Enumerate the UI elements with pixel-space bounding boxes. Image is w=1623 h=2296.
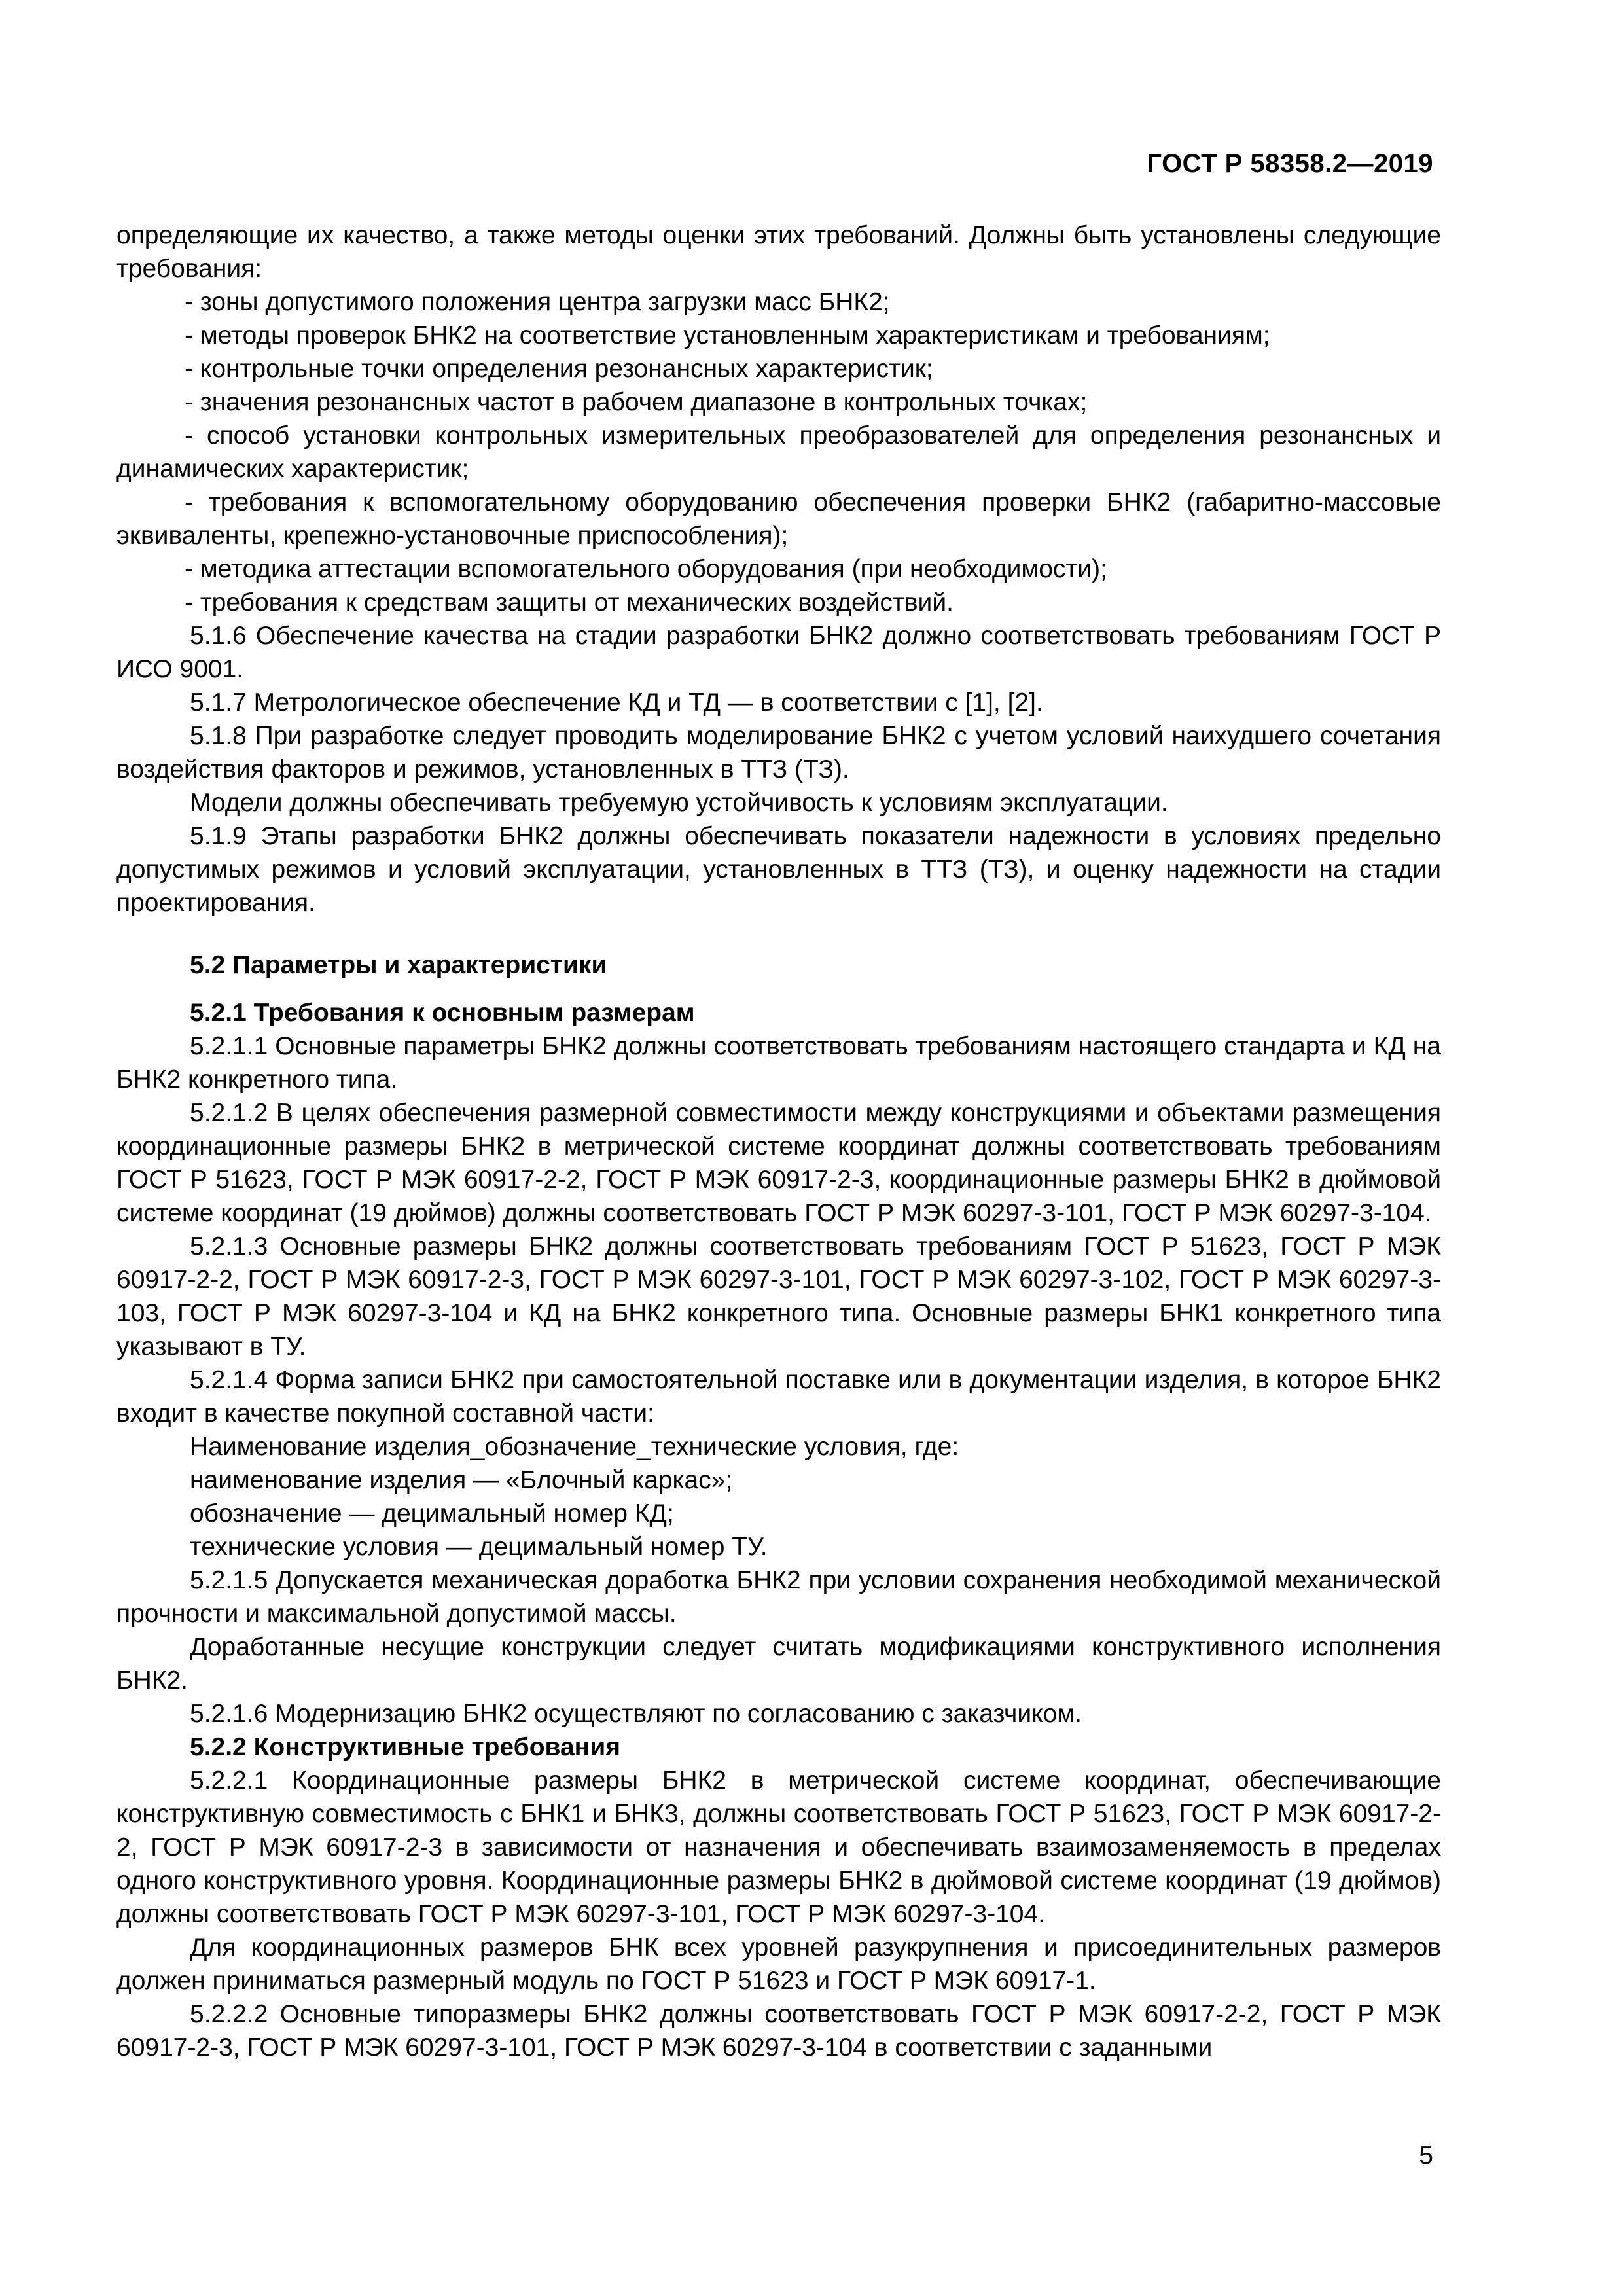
body-paragraph: Наименование изделия_обозначение_технические условия, где: xyxy=(190,1433,959,1461)
body-paragraph: наименование изделия — «Блочный каркас»; xyxy=(190,1466,733,1494)
body-paragraph: Модели должны обеспечивать требуемую устойчивость к условиям эксплуатации. xyxy=(190,789,1168,817)
body-paragraph: 5.1.9 Этапы разработки БНК2 должны обеспечивать показатели надежности в условиях предельно допустимых режимов и условий эксплуатации, установленных в ТТЗ (ТЗ), и оценку надежности на стадии проектирования. xyxy=(116,822,1441,917)
body-paragraph: 5.2.1.2 В целях обеспечения размерной совместимости между конструкциями и объектами размещения координационные размеры БНК2 в метрической системе координат должны соответствовать требованиям ГОСТ Р 51623, ГОСТ Р МЭК 60917-2-2, ГОСТ Р МЭК 60917-2-3, координационные размеры БНК2 в дюймовой системе координат (19 дюймов) должны соответствовать ГОСТ Р МЭК 60297-3-101, ГОСТ Р МЭК 60297-3-104. xyxy=(116,1099,1441,1227)
body-paragraph: 5.2.1.3 Основные размеры БНК2 должны соответствовать требованиям ГОСТ Р 51623, ГОСТ Р МЭК 60917-2-2, ГОСТ Р МЭК 60917-2-3, ГОСТ Р МЭК 60297-3-101, ГОСТ Р МЭК 60297-3-102, ГОСТ Р МЭК 60297-3-103, ГОСТ Р МЭК 60297-3-104 и КД на БНК2 конкретного типа. Основные размеры БНК1 конкретного типа указывают в ТУ. xyxy=(116,1232,1441,1361)
list-item: - требования к средствам защиты от механических воздействий. xyxy=(185,588,954,617)
list-item: - значения резонансных частот в рабочем диапазоне в контрольных точках; xyxy=(185,388,1088,416)
body-paragraph: 5.2.1.4 Форма записи БНК2 при самостоятельной поставке или в документации изделия, в которое БНК2 входит в качестве покупной составной части: xyxy=(116,1366,1441,1427)
list-item: - методы проверок БНК2 на соответствие установленным характеристикам и требованиям; xyxy=(185,321,1270,350)
body-paragraph: 5.1.7 Метрологическое обеспечение КД и ТД — в соответствии с [1], [2]. xyxy=(190,689,1043,717)
body-paragraph: определяющие их качество, а также методы оценки этих требований. Должны быть установлены следующие требования: xyxy=(116,221,1441,283)
body-paragraph: 5.2.1.1 Основные параметры БНК2 должны соответствовать требованиям настоящего стандарта и КД на БНК2 конкретного типа. xyxy=(116,1032,1441,1094)
body-paragraph: обозначение — децимальный номер КД; xyxy=(190,1499,674,1528)
body-paragraph: 5.2.2.1 Координационные размеры БНК2 в метрической системе координат, обеспечивающие конструктивную совместимость с БНК1 и БНК3, должны соответствовать ГОСТ Р 51623, ГОСТ Р МЭК 60917-2-2, ГОСТ Р МЭК 60917-2-3 в зависимости от назначения и обеспечивать взаимозаменяемость в пределах одного конструктивного уровня. Координационные размеры БНК2 в дюймовой системе координат (19 дюймов) должны соответствовать ГОСТ Р МЭК 60297-3-101, ГОСТ Р МЭК 60297-3-104. xyxy=(116,1767,1441,1928)
body-paragraph: технические условия — децимальный номер ТУ. xyxy=(190,1533,768,1561)
page-number: 5 xyxy=(1419,2142,1433,2170)
body-paragraph: Для координационных размеров БНК всех уровней разукрупнения и присоединительных размеров должен приниматься размерный модуль по ГОСТ Р 51623 и ГОСТ Р МЭК 60917-1. xyxy=(116,1933,1441,1995)
document-header-id: ГОСТ Р 58358.2—2019 xyxy=(1147,149,1433,178)
document-body xyxy=(116,219,1441,2064)
list-item: - контрольные точки определения резонансных характеристик; xyxy=(185,355,933,383)
body-paragraph: 5.1.6 Обеспечение качества на стадии разработки БНК2 должно соответствовать требованиям ГОСТ Р ИСО 9001. xyxy=(116,622,1441,683)
body-paragraph: 5.2.1.5 Допускается механическая доработка БНК2 при условии сохранения необходимой механической прочности и максимальной допустимой массы. xyxy=(116,1566,1441,1628)
subsection-heading: 5.2.2 Конструктивные требования xyxy=(190,1733,620,1761)
body-paragraph: 5.1.8 При разработке следует проводить моделирование БНК2 с учетом условий наихудшего сочетания воздействия факторов и режимов, установленных в ТТЗ (ТЗ). xyxy=(116,722,1441,783)
subsection-heading: 5.2.1 Требования к основным размерам xyxy=(190,999,695,1027)
list-item: - зоны допустимого положения центра загрузки масс БНК2; xyxy=(185,288,890,316)
list-item: - способ установки контрольных измерительных преобразователей для определения резонансных и динамических характеристик; xyxy=(116,422,1441,483)
body-paragraph: Доработанные несущие конструкции следует считать модификациями конструктивного исполнения БНК2. xyxy=(116,1633,1441,1695)
body-paragraph: 5.2.1.6 Модернизацию БНК2 осуществляют по согласованию с заказчиком. xyxy=(190,1700,1082,1728)
list-item: - требования к вспомогательному оборудованию обеспечения проверки БНК2 (габаритно-массовые эквиваленты, крепежно-установочные приспособления); xyxy=(116,488,1441,550)
list-item: - методика аттестации вспомогательного оборудования (при необходимости); xyxy=(185,555,1107,583)
body-paragraph: 5.2.2.2 Основные типоразмеры БНК2 должны соответствовать ГОСТ Р МЭК 60917-2-2, ГОСТ Р МЭК 60917-2-3, ГОСТ Р МЭК 60297-3-101, ГОСТ Р МЭК 60297-3-104 в соответствии с заданными xyxy=(116,2000,1441,2062)
section-heading: 5.2 Параметры и характеристики xyxy=(190,951,607,979)
